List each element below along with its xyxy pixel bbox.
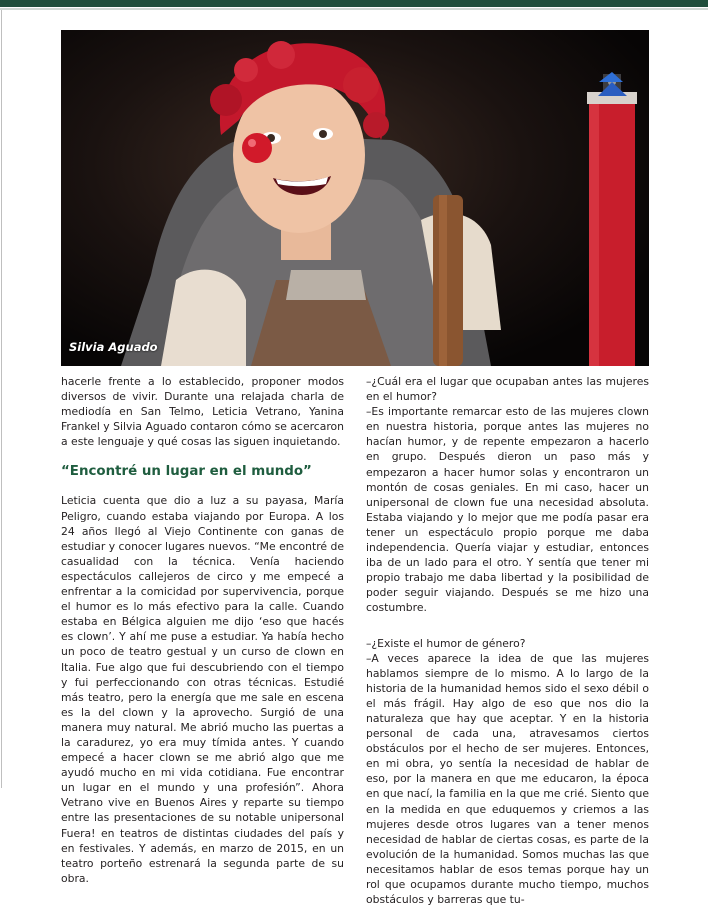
right-column [366, 374, 649, 907]
page-edge [1, 10, 2, 788]
red-nose [242, 133, 272, 163]
intro-paragraph: hacerle frente a lo establecido, proponer modos diversos de vivir. Durante una relajada charla de mediodía en San Telmo, Leticia Vetrano, Yanina Frankel y Silvia Aguado contaron cómo se acercaron a este lenguaje y qué cosas las siguen inquietando. [61, 375, 344, 449]
left-column [61, 374, 344, 886]
photo-credit: Silvia Aguado [69, 340, 158, 354]
question-1: –¿Cuál era el lugar que ocupaban antes las mujeres en el humor? [366, 375, 649, 404]
body-paragraph: Leticia cuenta que dio a luz a su payasa, María Peligro, cuando estaba viajando por Europa. A los 24 años llegó al Viejo Continente con ganas de estudiar y conocer lugares nuevos. “Me encontré de casualidad con la técnica. Venía haciendo espectáculos callejeros de circo y me empecé a enfrentar a la comicidad por supervivencia, porque el humor es lo más efectivo para la calle. Cuando estaba en Bélgica alguien me dijo ‘eso que hacés es clown’. Y ahí me puse a estudiar. Ya había hecho un poco de teatro gestual y un curso de clown en Italia. Fue algo que fui descubriendo con el tiempo y fui perfeccionando con otras técnicas. Estudié más teatro, pero la energía que me sale en escena es la del clown y la aprovecho. Surgió de una manera muy natural. Me abrió mucho las puertas a la caradurez, yo era muy tímida antes. Y cuando empecé a hacer clown se me abrió algo que me ayudó mucho en mi vida cotidiana. Fue encontrar un lugar en el mundo y una profesión”. Ahora Vetrano vive en Buenos Aires y reparte su tiempo entre las presentaciones de su notable unipersonal Fuera! en teatros de distintas ciudades del país y en festivales. Y además, en marzo de 2015, en un teatro porteño estrenará la segunda parte de su obra. [61, 494, 344, 885]
paragraph-gap [366, 616, 649, 636]
section-subheading: “Encontré un lugar en el mundo” [61, 464, 312, 480]
clown-photo [61, 30, 649, 366]
wooden-staff [433, 195, 463, 366]
top-rule [0, 0, 708, 7]
answer-2: –A veces aparece la idea de que las mujeres hablamos siempre de lo mismo. A lo largo de la historia de la humanidad hemos sido el sexo débil o el más frágil. Hay algo de eso que nos dio la naturaleza que hay que aceptar. Y en la historia personal de cada una, atravesamos ciertos obstáculos por el hecho de ser mujeres. Entonces, en mi obra, yo sentía la necesidad de hablar de eso, por la manera en que me educaron, la época en que nací, la familia en la que me crié. Siento que en la medida en que eduquemos y criemos a las mujeres desde otros lugares van a tener menos necesidad de hablar de ciertas cosas, es parte de la evolución de la humanidad. Somos muchas las que necesitamos hablar de esos temas porque hay un rol que ocupamos durante mucho tiempo, muchos obstáculos y barreras que tu- [366, 651, 649, 907]
top-rule-thin [0, 8, 708, 10]
answer-1: –Es importante remarcar esto de las mujeres clown en nuestra historia, porque antes las mujeres no hacían humor, y de repente empezaron a hacerlo en grupo. Después dieron un paso más y empezaron a hacer humor solas y encontraron un montón de cosas geniales. En mi caso, hacer un unipersonal de clown fue una necesidad absoluta. Estaba viajando y lo mejor que me podía pasar era tener un espectáculo propio porque me daba independencia. Quería viajar y estudiar, entonces iba de un lado para el otro. Y sentía que tener mi propio trabajo me daba libertad y la posibilidad de poder seguir viajando. Después se me hizo una costumbre. [366, 405, 649, 615]
clown-illustration [61, 30, 649, 366]
question-2: –¿Existe el humor de género? [366, 636, 526, 650]
